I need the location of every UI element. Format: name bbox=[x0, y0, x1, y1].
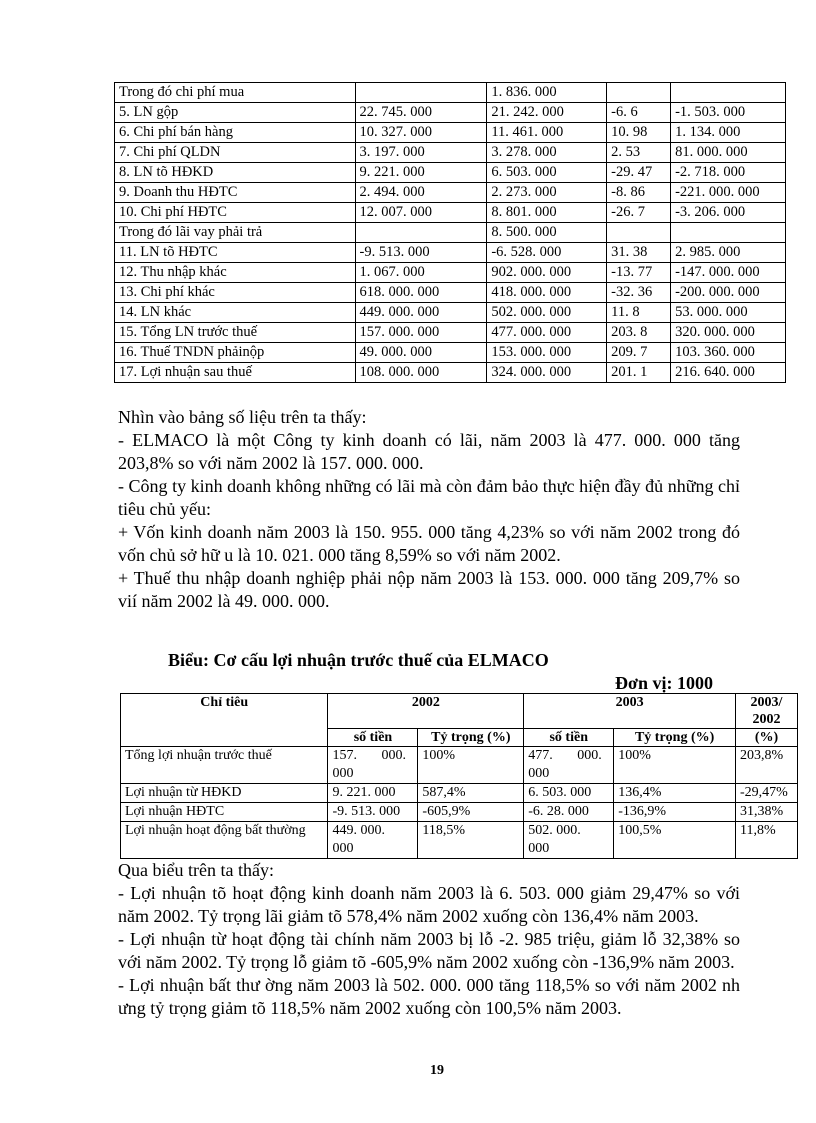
table-cell: 216. 640. 000 bbox=[671, 363, 786, 383]
table-cell: Trong đó chi phí mua bbox=[115, 83, 356, 103]
table-row bbox=[115, 83, 786, 103]
table-row bbox=[121, 784, 798, 803]
header-share-2003: Tỷ trọng (%) bbox=[614, 729, 736, 747]
table-cell bbox=[607, 83, 671, 103]
table-cell: 10. 327. 000 bbox=[355, 123, 487, 143]
income-statement-table bbox=[114, 82, 786, 383]
analysis-section-2 bbox=[118, 859, 740, 1020]
table-cell: 6. 503. 000 bbox=[524, 784, 614, 803]
table-cell bbox=[355, 223, 487, 243]
table-cell: 2. 53 bbox=[607, 143, 671, 163]
table-cell: Lợi nhuận từ HĐKD bbox=[121, 784, 328, 803]
table-cell: 418. 000. 000 bbox=[487, 283, 607, 303]
table-cell: 8. LN tõ HĐKD bbox=[115, 163, 356, 183]
table-cell: 10. 98 bbox=[607, 123, 671, 143]
table-cell: 22. 745. 000 bbox=[355, 103, 487, 123]
analysis-section-1 bbox=[118, 406, 740, 613]
table-cell: -6. 28. 000 bbox=[524, 803, 614, 822]
table-row bbox=[115, 303, 786, 323]
analysis-paragraph: - Công ty kinh doanh không những có lãi mà còn đảm bảo thực hiện đầy đủ những chỉ tiêu chủ yếu: bbox=[118, 476, 740, 519]
table-cell: 477. 000. 000 bbox=[487, 323, 607, 343]
income-statement-body bbox=[115, 83, 786, 383]
table-cell: 100% bbox=[418, 747, 524, 784]
analysis-paragraph: - Lợi nhuận từ hoạt động tài chính năm 2003 bị lỗ -2. 985 triệu, giảm lỗ 32,38% so với năm 2002. Tỷ trọng lỗ giảm tõ -605,9% năm 2002 xuống còn -136,9% năm 2003. bbox=[118, 929, 740, 972]
table-cell: 11. 8 bbox=[607, 303, 671, 323]
unit-label: Đơn vị: 1000 bbox=[615, 673, 713, 693]
profit-structure-body bbox=[121, 747, 798, 859]
table-row bbox=[121, 803, 798, 822]
table-cell: 320. 000. 000 bbox=[671, 323, 786, 343]
table-cell: 201. 1 bbox=[607, 363, 671, 383]
table-row bbox=[115, 183, 786, 203]
header-share-2002: Tỷ trọng (%) bbox=[418, 729, 524, 747]
header-indicator: Chỉ tiêu bbox=[121, 694, 328, 747]
analysis-intro: Qua biểu trên ta thấy: bbox=[118, 860, 274, 880]
table-cell: 11. LN tõ HĐTC bbox=[115, 243, 356, 263]
table-cell: 587,4% bbox=[418, 784, 524, 803]
table-row bbox=[115, 263, 786, 283]
table-cell: 11. 461. 000 bbox=[487, 123, 607, 143]
header-row bbox=[121, 694, 798, 729]
table-cell: 618. 000. 000 bbox=[355, 283, 487, 303]
table-row bbox=[115, 123, 786, 143]
table-row bbox=[115, 343, 786, 363]
table-row bbox=[115, 163, 786, 183]
table-cell: 118,5% bbox=[418, 822, 524, 859]
table-cell: 53. 000. 000 bbox=[671, 303, 786, 323]
header-percent: (%) bbox=[735, 729, 797, 747]
table-cell: 17. Lợi nhuận sau thuế bbox=[115, 363, 356, 383]
table-cell: 15. Tổng LN trước thuế bbox=[115, 323, 356, 343]
table-cell: -29. 47 bbox=[607, 163, 671, 183]
table-cell: 1. 836. 000 bbox=[487, 83, 607, 103]
table-cell: 1. 067. 000 bbox=[355, 263, 487, 283]
table-cell: 477. 000. 000 bbox=[524, 747, 614, 784]
table-cell: 2. 985. 000 bbox=[671, 243, 786, 263]
table-cell: 3. 278. 000 bbox=[487, 143, 607, 163]
analysis-paragraph: - ELMACO là một Công ty kinh doanh có lãi, năm 2003 là 477. 000. 000 tăng 203,8% so với năm 2002 là 157. 000. 000. bbox=[118, 430, 740, 473]
table-cell: -26. 7 bbox=[607, 203, 671, 223]
table-cell bbox=[671, 223, 786, 243]
table-cell bbox=[607, 223, 671, 243]
table-cell: 14. LN khác bbox=[115, 303, 356, 323]
table-cell: 203,8% bbox=[735, 747, 797, 784]
table-cell: 100,5% bbox=[614, 822, 736, 859]
table-row bbox=[115, 103, 786, 123]
table-cell: 8. 801. 000 bbox=[487, 203, 607, 223]
table-cell: 21. 242. 000 bbox=[487, 103, 607, 123]
table-cell: 902. 000. 000 bbox=[487, 263, 607, 283]
table-cell: 449. 000. 000 bbox=[355, 303, 487, 323]
table-cell: 12. Thu nhập khác bbox=[115, 263, 356, 283]
table-cell: 31. 38 bbox=[607, 243, 671, 263]
table-row bbox=[115, 203, 786, 223]
table-caption: Biểu: Cơ cấu lợi nhuận trước thuế của ELMACO bbox=[168, 650, 549, 670]
table-cell: 7. Chi phí QLDN bbox=[115, 143, 356, 163]
header-year-2002: 2002 bbox=[328, 694, 524, 729]
table-cell: 5. LN gộp bbox=[115, 103, 356, 123]
table-cell: -200. 000. 000 bbox=[671, 283, 786, 303]
table-row bbox=[115, 283, 786, 303]
analysis-paragraph: + Vốn kinh doanh năm 2003 là 150. 955. 000 tăng 4,23% so với năm 2002 trong đó vốn chủ sở hữ u là 10. 021. 000 tăng 8,59% so với năm 2002. bbox=[118, 522, 740, 565]
table-cell: 10. Chi phí HĐTC bbox=[115, 203, 356, 223]
analysis-paragraph: - Lợi nhuận bất thư ờng năm 2003 là 502. 000. 000 tăng 118,5% so với năm 2002 nh ưng tỷ trọng giảm tõ 118,5% năm 2002 xuống còn 100,5% năm 2003. bbox=[118, 975, 740, 1018]
table-cell: 3. 197. 000 bbox=[355, 143, 487, 163]
table-cell: Lợi nhuận hoạt động bất thường bbox=[121, 822, 328, 859]
analysis-paragraph: - Lợi nhuận tõ hoạt động kinh doanh năm 2003 là 6. 503. 000 giảm 29,47% so với năm 2002. Tỷ trọng lãi giảm tõ 578,4% năm 2002 xuống còn 136,4% năm 2003. bbox=[118, 883, 740, 926]
table-cell: 209. 7 bbox=[607, 343, 671, 363]
table-cell: -9. 513. 000 bbox=[328, 803, 418, 822]
table-row bbox=[115, 323, 786, 343]
table-cell: -136,9% bbox=[614, 803, 736, 822]
table-cell: 108. 000. 000 bbox=[355, 363, 487, 383]
table-cell: -32. 36 bbox=[607, 283, 671, 303]
table-cell: 31,38% bbox=[735, 803, 797, 822]
table-cell: -13. 77 bbox=[607, 263, 671, 283]
table-cell: -6. 6 bbox=[607, 103, 671, 123]
table-cell: -8. 86 bbox=[607, 183, 671, 203]
table-cell: -3. 206. 000 bbox=[671, 203, 786, 223]
profit-structure-table bbox=[120, 693, 798, 859]
table-cell bbox=[355, 83, 487, 103]
table-cell: 449. 000. 000 bbox=[328, 822, 418, 859]
table-cell bbox=[671, 83, 786, 103]
table-cell: 12. 007. 000 bbox=[355, 203, 487, 223]
table-cell: 103. 360. 000 bbox=[671, 343, 786, 363]
table-cell: 9. 221. 000 bbox=[355, 163, 487, 183]
table-cell: 203. 8 bbox=[607, 323, 671, 343]
table-cell: Lợi nhuận HĐTC bbox=[121, 803, 328, 822]
table-cell: 157. 000. 000 bbox=[355, 323, 487, 343]
table-cell: -29,47% bbox=[735, 784, 797, 803]
table-cell: 16. Thuế TNDN phảinộp bbox=[115, 343, 356, 363]
table-row bbox=[115, 223, 786, 243]
table-cell: 9. 221. 000 bbox=[328, 784, 418, 803]
table-cell: 157. 000. 000 bbox=[328, 747, 418, 784]
table-cell: -147. 000. 000 bbox=[671, 263, 786, 283]
table-cell: -605,9% bbox=[418, 803, 524, 822]
table-cell: 9. Doanh thu HĐTC bbox=[115, 183, 356, 203]
analysis-intro: Nhìn vào bảng số liệu trên ta thấy: bbox=[118, 407, 367, 427]
table-cell: -9. 513. 000 bbox=[355, 243, 487, 263]
table-cell: 8. 500. 000 bbox=[487, 223, 607, 243]
table-row bbox=[121, 747, 798, 784]
table-cell: 81. 000. 000 bbox=[671, 143, 786, 163]
header-year-2003: 2003 bbox=[524, 694, 736, 729]
table-cell: 2. 494. 000 bbox=[355, 183, 487, 203]
header-amount-2003: số tiền bbox=[524, 729, 614, 747]
table-cell: Trong đó lãi vay phải trả bbox=[115, 223, 356, 243]
table-cell: 11,8% bbox=[735, 822, 797, 859]
table-row bbox=[121, 822, 798, 859]
table-cell: -2. 718. 000 bbox=[671, 163, 786, 183]
header-ratio: 2003/ 2002 bbox=[735, 694, 797, 729]
table-row bbox=[115, 363, 786, 383]
table-cell: 2. 273. 000 bbox=[487, 183, 607, 203]
table-cell: 100% bbox=[614, 747, 736, 784]
table-cell: -221. 000. 000 bbox=[671, 183, 786, 203]
analysis-paragraph: + Thuế thu nhập doanh nghiệp phải nộp năm 2003 là 153. 000. 000 tăng 209,7% so vií năm 2002 là 49. 000. 000. bbox=[118, 568, 740, 611]
header-amount-2002: số tiền bbox=[328, 729, 418, 747]
table-cell: -1. 503. 000 bbox=[671, 103, 786, 123]
table-cell: Tổng lợi nhuận trước thuế bbox=[121, 747, 328, 784]
table-cell: 1. 134. 000 bbox=[671, 123, 786, 143]
table-cell: 502. 000. 000 bbox=[487, 303, 607, 323]
table-cell: 6. 503. 000 bbox=[487, 163, 607, 183]
table-cell: 324. 000. 000 bbox=[487, 363, 607, 383]
table-cell: 13. Chi phí khác bbox=[115, 283, 356, 303]
table-cell: 49. 000. 000 bbox=[355, 343, 487, 363]
table-cell: 153. 000. 000 bbox=[487, 343, 607, 363]
page-number: 19 bbox=[430, 1063, 444, 1078]
table-cell: 136,4% bbox=[614, 784, 736, 803]
table-row bbox=[115, 243, 786, 263]
table-cell: 502. 000. 000 bbox=[524, 822, 614, 859]
table-cell: 6. Chi phí bán hàng bbox=[115, 123, 356, 143]
table-row bbox=[115, 143, 786, 163]
table-cell: -6. 528. 000 bbox=[487, 243, 607, 263]
